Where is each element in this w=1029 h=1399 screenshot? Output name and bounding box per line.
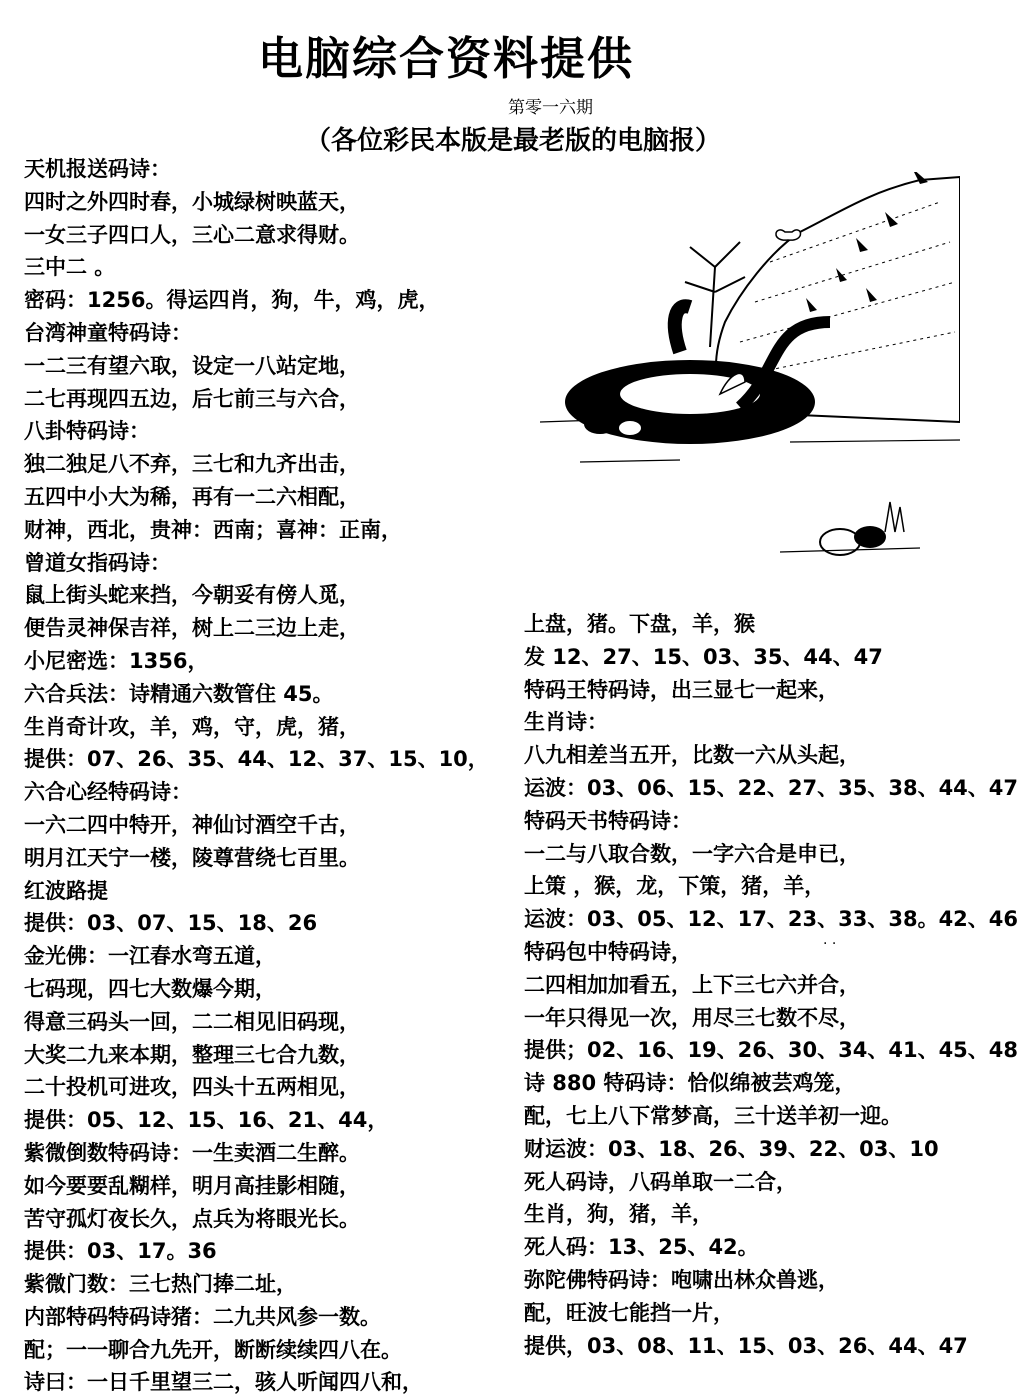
text-line: 生肖，狗，猪，羊， xyxy=(524,1202,713,1227)
text-line: 诗 880 特码诗：恰似绵被芸鸡笼， xyxy=(524,1071,856,1096)
text-line: 八卦特码诗： xyxy=(24,419,150,444)
text-line: 运波：03、06、15、22、27、35、38、44、47 xyxy=(524,775,1019,800)
text-line: 小尼密选：1356， xyxy=(24,648,209,673)
text-line: 死人码诗，八码单取一二合， xyxy=(524,1169,797,1194)
text-line: 明月江天宁一楼，陵尊营绕七百里。 xyxy=(24,845,360,870)
text-line: 便告灵神保吉祥，树上二三边上走， xyxy=(24,616,360,641)
snake-illustration xyxy=(540,172,960,592)
text-line: 提供：05、12、15、16、21、44， xyxy=(24,1108,389,1133)
subtitle: （各位彩民本版是最老版的电脑报） xyxy=(305,126,722,156)
text-line: 特码包中特码诗， xyxy=(524,939,692,964)
text-line: 独二独足八不弃，三七和九齐出击， xyxy=(24,452,360,477)
text-line: 一二与八取合数，一字六合是申已， xyxy=(524,841,860,866)
issue-number: 第零一六期 xyxy=(508,98,593,118)
text-line: 大奖二九来本期，整理三七合九数， xyxy=(24,1042,360,1067)
text-line: 八九相差当五开，比数一六从头起， xyxy=(524,743,860,768)
text-line: 生肖奇计攻，羊，鸡，守，虎，猪， xyxy=(24,714,360,739)
text-line: 苦守孤灯夜长久，点兵为将眼光长。 xyxy=(24,1206,360,1231)
text-line: 弥陀佛特码诗：咆啸出林众兽逃， xyxy=(524,1267,839,1292)
text-line: 二十投机可进攻，四头十五两相见， xyxy=(24,1075,360,1100)
text-line: 四时之外四时春，小城绿树映蓝天， xyxy=(24,189,360,214)
text-line: 配，旺波七能挡一片， xyxy=(524,1300,734,1325)
text-line: 鼠上街头蛇来挡，今朝妥有傍人觅， xyxy=(24,583,360,608)
text-line: 提供；02、16、19、26、30、34、41、45、48 xyxy=(524,1038,1019,1063)
text-line: 二七再现四五边，后七前三与六合， xyxy=(24,386,360,411)
text-line: 得意三码头一回，二二相见旧码现， xyxy=(24,1009,360,1034)
text-line: 发 12、27、15、03、35、44、47 xyxy=(524,644,883,669)
text-line: 密码：1256。得运四肖，狗，牛，鸡，虎， xyxy=(24,288,440,313)
text-line: 提供：03、07、15、18、26 xyxy=(24,911,318,936)
text-line: 六合兵法：诗精通六数管住 45。 xyxy=(24,681,334,706)
text-line: 三中二 。 xyxy=(24,255,116,280)
text-line: 一女三子四口人，三心二意求得财。 xyxy=(24,222,360,247)
text-line: 红波路提 xyxy=(24,878,108,903)
text-line: 上策 ，猴，龙，下策，猪，羊， xyxy=(524,874,826,899)
text-line: 台湾神童特码诗： xyxy=(24,320,192,345)
text-line: 一六二四中特开，神仙讨酒空千古， xyxy=(24,812,360,837)
text-line: 六合心经特码诗： xyxy=(24,780,192,805)
text-line: 紫微倒数特码诗：一生卖酒二生醉。 xyxy=(24,1140,360,1165)
right-column xyxy=(524,608,1018,1362)
text-line: 提供：03、17。36 xyxy=(24,1239,217,1264)
text-line: 配，七上八下常梦高，三十送羊初一迎。 xyxy=(524,1103,902,1128)
text-line: 死人码：13、25、42。 xyxy=(524,1235,759,1260)
text-line: 提供，03、08、11、15、03、26、44、47 xyxy=(524,1333,968,1358)
text-line: 运波：03、05、12、17、23、33、38。42、46 xyxy=(524,907,1019,932)
left-column xyxy=(24,153,489,1399)
text-line: 一二三有望六取，设定一八站定地， xyxy=(24,353,360,378)
text-line: 生肖诗： xyxy=(524,710,608,735)
text-line: 二四相加加看五，上下三七六并合， xyxy=(524,972,860,997)
text-line: 特码天书特码诗： xyxy=(524,808,692,833)
stray-mark: · · xyxy=(823,936,837,952)
text-line: 财神，西北，贵神：西南；喜神：正南， xyxy=(24,517,402,542)
page-title: 电脑综合资料提供 xyxy=(258,32,635,85)
text-line: 上盘，猪。下盘，羊，猴 xyxy=(524,612,755,636)
text-line: 金光佛：一江春水弯五道， xyxy=(24,944,276,969)
text-line: 曾道女指码诗： xyxy=(24,550,171,575)
text-line: 诗曰：一日千里望三二，骇人听闻四八和， xyxy=(24,1370,423,1395)
text-line: 如今要要乱糊样，明月高挂影相随， xyxy=(24,1173,360,1198)
text-line: 五四中小大为稀，再有一二六相配， xyxy=(24,484,360,509)
text-line: 配；一一聊合九先开，断断续续四八在。 xyxy=(24,1337,402,1362)
text-line: 内部特码特码诗猪：二九共风参一数。 xyxy=(24,1304,381,1329)
text-line: 七码现，四七大数爆今期， xyxy=(24,976,276,1001)
text-line: 紫微门数：三七热门捧二址， xyxy=(24,1272,297,1297)
text-line: 提供：07、26、35、44、12、37、15、10， xyxy=(24,747,489,772)
text-line: 天机报送码诗： xyxy=(24,157,171,181)
text-line: 一年只得见一次，用尽三七数不尽， xyxy=(524,1005,860,1030)
text-line: 特码王特码诗，出三显七一起来， xyxy=(524,677,839,702)
text-line: 财运波：03、18、26、39、22、03、10 xyxy=(524,1136,939,1161)
